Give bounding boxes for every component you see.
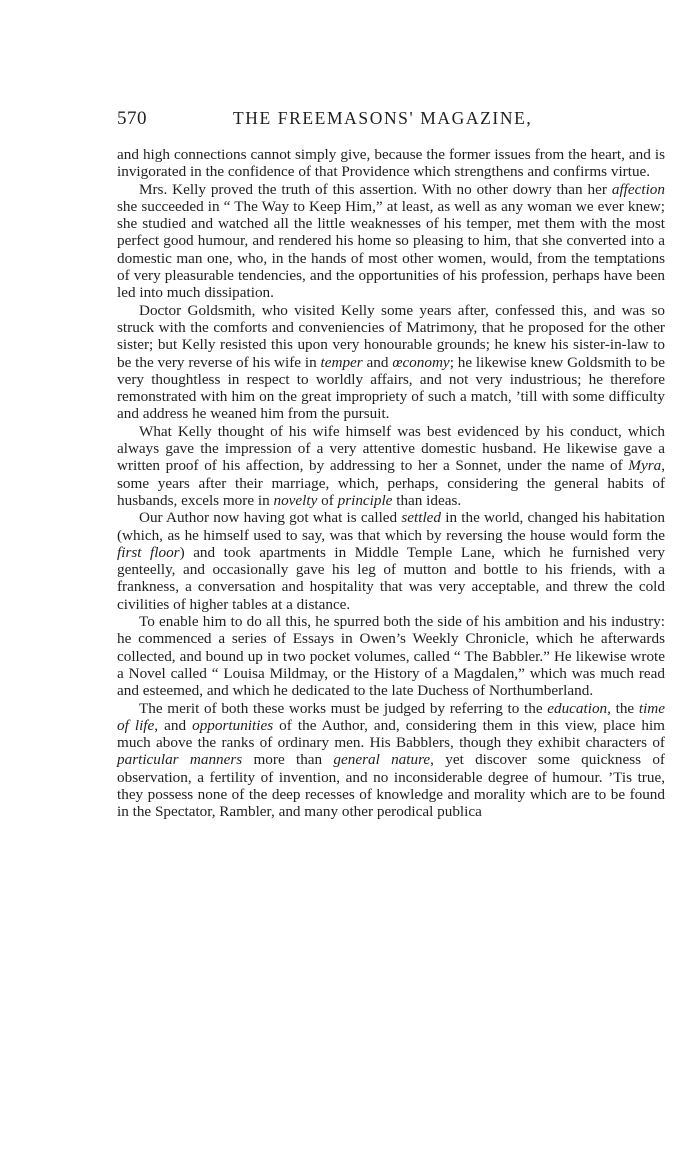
- italic-text: opportunities: [192, 716, 274, 734]
- text-run: than ideas.: [392, 491, 462, 509]
- italic-text: novelty: [273, 491, 318, 509]
- text-run: and: [362, 353, 393, 371]
- page-header: [117, 108, 637, 134]
- text-run: in the world, changed his habitation (which, as he himself used to say, was that which by reversing the house would form the: [117, 509, 665, 544]
- italic-text: particular manners: [117, 751, 243, 769]
- text-run: What Kelly thought of his wife himself was best evidenced by his conduct, which always gave the impression of a very attentive domestic husband. He likewise gave a written proof of his affection, by addressing to her a Sonnet, under the name of: [117, 422, 665, 475]
- page-number: 570: [117, 108, 147, 129]
- text-run: , the: [607, 699, 639, 717]
- text-run: ; he likewise knew Goldsmith to be very thoughtless in respect to worldly affairs, and not very industrious; he therefore remonstrated with him on the great impropriety of such a match, ’till with some difficulty and address he weaned him from the pursuit.: [117, 353, 665, 423]
- paragraph: [117, 509, 665, 613]
- paragraph: [117, 302, 665, 423]
- paragraph: [117, 613, 665, 699]
- italic-text: settled: [401, 509, 442, 527]
- italic-text: Myra: [628, 457, 662, 475]
- italic-text: principle: [337, 491, 393, 509]
- italic-text: œconomy: [392, 353, 450, 371]
- italic-text: temper: [320, 353, 363, 371]
- text-run: more than: [242, 751, 334, 769]
- text-run: Mrs. Kelly proved the truth of this assertion. With no other dowry than her: [139, 180, 612, 198]
- article-body: [117, 146, 665, 821]
- text-run: she succeeded in “ The Way to Keep Him,” at least, as well as any woman we ever knew; she studied and watched all the little weaknesses of his temper, met them with the most perfect good humour, and rendered his home so pleasing to him, that she converted into a domestic man one, who, in the hands of most other women, would, from the temptations of very pleasurable tendencies, and the opportunities of his profession, perhaps have been led into much dissipation.: [117, 197, 665, 302]
- running-title: THE FREEMASONS' MAGAZINE,: [233, 108, 533, 128]
- text-run: , yet discover some quickness of observation, a fertility of invention, and no inconsiderable degree of humour. ’Tis true, they possess none of the deep recesses of knowledge and morality which are to be found in the Spectator, Rambler, and many other perodical publica: [117, 751, 665, 821]
- paragraph: [117, 423, 665, 509]
- text-run: , some years after their marriage, which, perhaps, considering the general habits of husbands, excels more in: [117, 457, 665, 509]
- text-run: Doctor Goldsmith, who visited Kelly some years after, confessed this, and was so struck with the comforts and conveniencies of Matrimony, that he proposed for the other sister; but Kelly resisted this upon very honourable grounds; he knew his sister-in-law to be the very reverse of his wife in: [117, 301, 665, 371]
- italic-text: education: [547, 699, 608, 717]
- italic-text: first floor: [117, 543, 180, 561]
- text-run: ) and took apartments in Middle Temple Lane, which he furnished very genteelly, and occasionally gave his leg of mutton and bottle to his friends, with a frankness, a conversation and hospitality that was very acceptable, and threw the cold civilities of higher tables at a distance.: [117, 543, 665, 613]
- italic-text: general nature: [333, 751, 431, 769]
- paragraph: [117, 181, 665, 302]
- text-run: The merit of both these works must be judged by referring to the: [139, 699, 548, 717]
- text-run: and high connections cannot simply give, because the former issues from the heart, and is invigorated in the confidence of that Providence which strengthens and confirms virtue.: [117, 146, 665, 181]
- paragraph: [117, 700, 665, 821]
- italic-text: affection: [611, 180, 665, 198]
- text-run: To enable him to do all this, he spurred both the side of his ambition and his industry: he commenced a series of Essays in Owen’s Weekly Chronicle, which he afterwards collected, and bound up in two pocket volumes, called “ The Babbler.” He likewise wrote a Novel called “ Louisa Mildmay, or the History of a Magdalen,” which was much read and esteemed, and which he dedicated to the late Duchess of Northumberland.: [117, 613, 665, 700]
- text-run: of the Author, and, considering them in this view, place him much above the ranks of ordinary men. His Babblers, though they exhibit characters of: [117, 716, 665, 752]
- text-run: , and: [154, 716, 193, 734]
- text-run: Our Author now having got what is called: [139, 509, 402, 527]
- italic-text: time of life: [117, 699, 665, 734]
- paragraph: [117, 146, 665, 181]
- text-run: of: [317, 491, 338, 509]
